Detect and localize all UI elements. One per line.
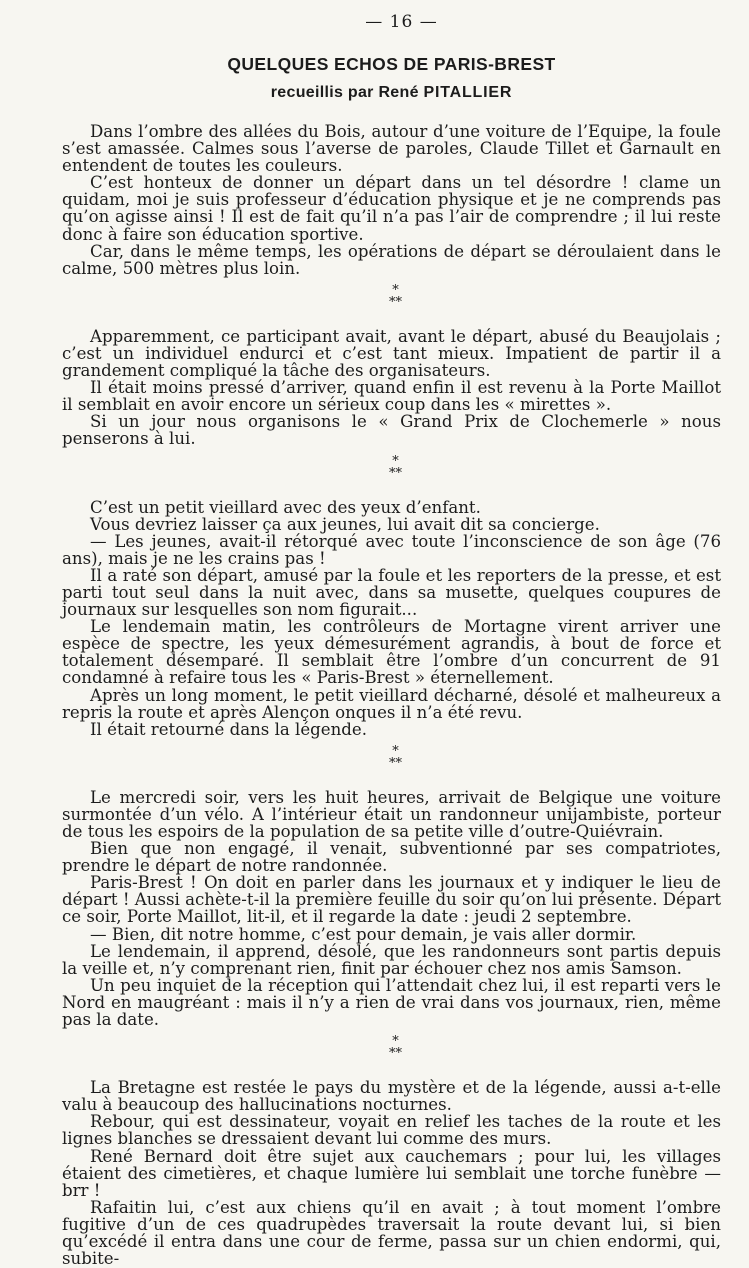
paragraph: Vous devriez laisser ça aux jeunes, lui avait dit sa concierge. — [90, 514, 600, 534]
paragraph: Le mercredi soir, vers les huit heures, arrivait de Belgique une voiture surmontée d’un vélo. A l’intérieur était un randonneur unijambiste, porteur de tous les espoirs de la population de sa petite ville d’outre-Quiévrain. — [62, 787, 721, 841]
anecdote-section — [62, 789, 721, 1028]
paragraph: Un peu inquiet de la réception qui l’attendait chez lui, il est reparti vers le Nord en maugréant : mais il n’y a rien de vrai dans vos journaux, rien, même pas la date. — [62, 975, 721, 1030]
anecdote-section — [62, 1079, 721, 1267]
article-title: QUELQUES ECHOS DE PARIS-BREST — [227, 54, 556, 74]
paragraph: — Les jeunes, avait-il rétorqué avec toute l’inconscience de son âge (76 ans), mais je ne les crains pas ! — [62, 531, 721, 568]
paragraph: C’est un petit vieillard avec des yeux d’enfant. — [90, 497, 481, 517]
page-number: — 16 — — [365, 12, 438, 32]
asterism-separator: * ** — [389, 453, 402, 481]
paragraph: Après un long moment, le petit vieillard décharné, désolé et malheureux a repris la route et après Alençon onques il n’a été revu. — [62, 685, 721, 722]
paragraph: Le lendemain, il apprend, désolé, que les randonneurs sont partis depuis la veille et, n’y comprenant rien, finit par échouer chez nos amis Samson. — [62, 941, 721, 978]
byline — [62, 84, 721, 102]
paragraph: Rebour, qui est dessinateur, voyait en relief les taches de la route et les lignes blanches se dressaient devant lui comme des murs. — [62, 1112, 721, 1149]
anecdote-section — [62, 328, 721, 448]
paragraph: Bien que non engagé, il venait, subventionné par ses compatriotes, prendre le départ de notre randonnée. — [62, 839, 721, 876]
paragraph: Le lendemain matin, les contrôleurs de Mortagne virent arriver une espèce de spectre, les yeux démesurément agrandis, à bout de force et totalement désemparé. Il semblait être l’ombre d’un concurrent de 91 condamné à refaire tous les « Paris-Brest » éternellement. — [62, 617, 721, 688]
paragraph: La Bretagne est restée le pays du mystère et de la légende, aussi a-t-elle valu à beaucoup des hallucinations nocturnes. — [62, 1078, 721, 1115]
paragraph: Paris-Brest ! On doit en parler dans les journaux et y indiquer le lieu de départ ! Aussi achète-t-il la première feuille du soir qu’on lui présente. Départ ce soir, Porte Maillot, lit-il, et il regarde la date : jeudi 2 septembre. — [62, 873, 721, 927]
paragraph: René Bernard doit être sujet aux cauchemars ; pour lui, les villages étaient des cimetières, et chaque lumière lui semblait une torche funèbre — brr ! — [62, 1146, 721, 1200]
anecdote-section — [62, 499, 721, 738]
paragraph: — Bien, dit notre homme, c’est pour demain, je vais aller dormir. — [90, 924, 637, 944]
asterism-separator: * ** — [389, 1034, 402, 1062]
asterism-separator: * ** — [389, 282, 402, 310]
paragraph: Si un jour nous organisons le « Grand Prix de Clochemerle » nous penserons à lui. — [62, 412, 721, 449]
paragraph: Rafaitin lui, c’est aux chiens qu’il en avait ; à tout moment l’ombre fugitive d’un de ces quadrupèdes traversait la route devant lui, si bien qu’excédé il entra dans une cour de ferme, passa sur un chien endormi, qui, subite- — [62, 1197, 721, 1268]
paragraph: Il a raté son départ, amusé par la foule et les reporters de la presse, et est parti tout seul dans la nuit avec, dans sa musette, quelques coupures de journaux sur lesquelles son nom figurait... — [62, 565, 721, 620]
paragraph: C’est honteux de donner un départ dans un tel désordre ! clame un quidam, moi je suis professeur d’éducation physique et je ne comprends pas qu’on agisse ainsi ! Il est de fait qu’il n’a pas l’air de comprendre ; il lui reste donc à faire son éducation sportive. — [62, 173, 721, 244]
asterism-separator: * ** — [389, 743, 402, 771]
anecdote-section — [62, 123, 721, 277]
paragraph: Apparemment, ce participant avait, avant le départ, abusé du Beaujolais ; c’est un individuel endurci et c’est tant mieux. Impatient de partir il a grandement compliqué la tâche des organisateurs. — [62, 326, 721, 381]
paragraph: Car, dans le même temps, les opérations de départ se déroulaient dans le calme, 500 mètres plus loin. — [62, 241, 721, 278]
byline-prefix: recueillis par René — [270, 84, 419, 101]
paragraph: Dans l’ombre des allées du Bois, autour d’une voiture de l’Equipe, la foule s’est amassée. Calmes sous l’averse de paroles, Claude Tillet et Garnault en entendent de toutes les couleurs. — [62, 122, 721, 176]
paragraph: Il était retourné dans la légende. — [90, 719, 368, 739]
paragraph: Il était moins pressé d’arriver, quand enfin il est revenu à la Porte Maillot il semblait en avoir encore un sérieux coup dans les « mirettes ». — [62, 378, 721, 415]
byline-author: PITALLIER — [423, 84, 513, 101]
